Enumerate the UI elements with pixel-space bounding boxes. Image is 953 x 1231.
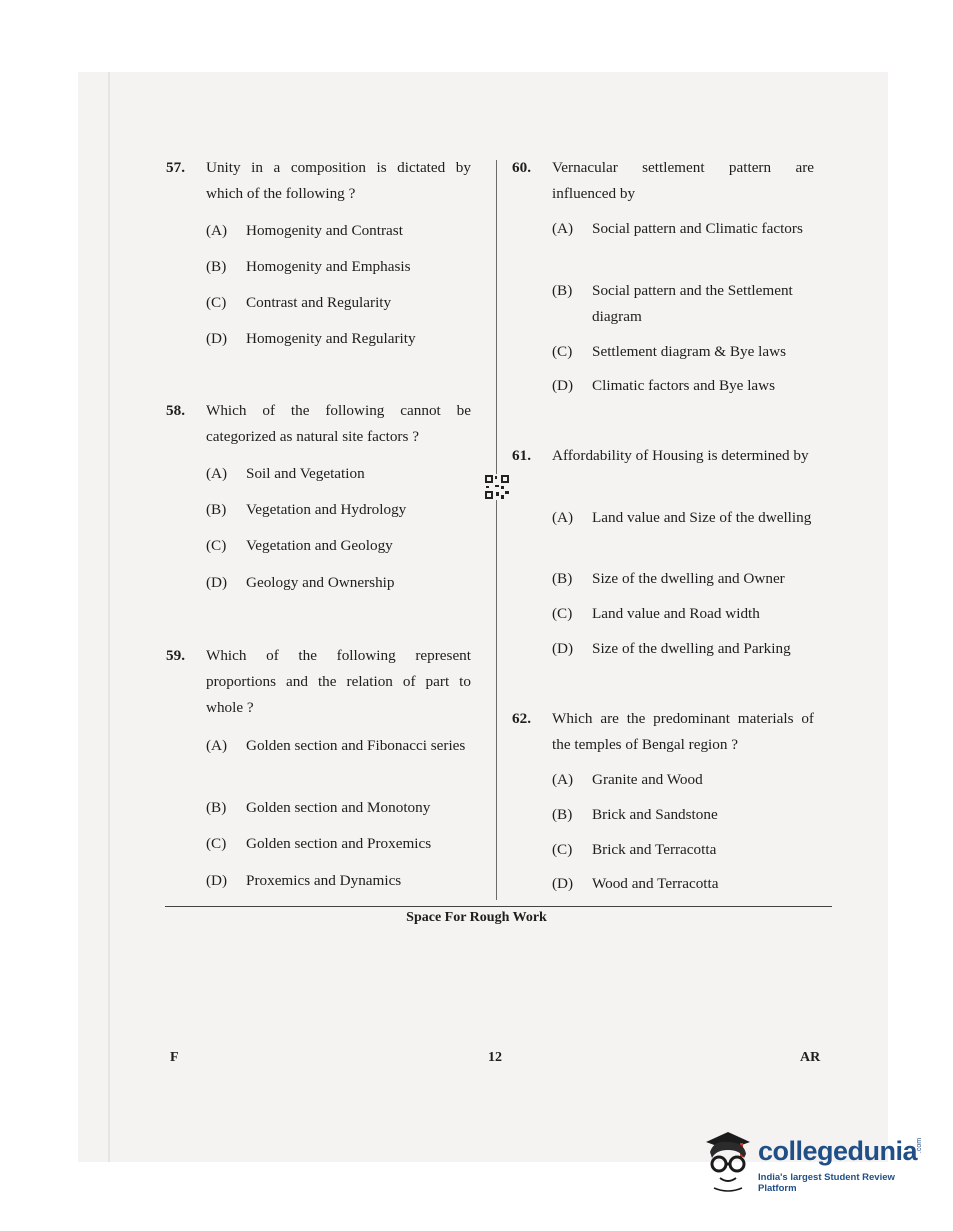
option-label: (B) xyxy=(552,282,573,299)
option-label: (A) xyxy=(206,222,228,239)
question-number: 58. xyxy=(166,402,185,419)
question-number: 62. xyxy=(512,710,531,727)
option-label: (A) xyxy=(206,465,228,482)
option-text: Land value and Road width xyxy=(592,605,760,622)
option-text: Golden section and Monotony xyxy=(246,799,431,816)
option-text: Brick and Sandstone xyxy=(592,806,718,823)
column-divider xyxy=(496,160,497,900)
option-text: Social pattern and Climatic factors xyxy=(592,220,803,237)
logo-wordmark: collegedunia xyxy=(758,1136,918,1166)
option-text: Climatic factors and Bye laws xyxy=(592,377,776,394)
option-label: (B) xyxy=(552,806,573,823)
option-label: (C) xyxy=(552,841,573,858)
question-text: Which of the following cannot be categorized as natural site factors ? xyxy=(206,402,471,445)
question-text: Affordability of Housing is determined by xyxy=(552,447,809,464)
page-number: 12 xyxy=(488,1050,502,1065)
option-label: (D) xyxy=(552,640,574,657)
qr-code-icon xyxy=(484,474,510,500)
footer-right-code: AR xyxy=(800,1050,821,1065)
question-number: 61. xyxy=(512,447,531,464)
option-text: Settlement diagram & Bye laws xyxy=(592,343,787,360)
student-mascot-icon xyxy=(700,1128,756,1194)
option-text: Size of the dwelling and Owner xyxy=(592,570,785,587)
question-number: 59. xyxy=(166,647,185,664)
option-label: (C) xyxy=(552,605,573,622)
option-label: (A) xyxy=(552,771,574,788)
option-label: (D) xyxy=(206,872,228,889)
option-label: (C) xyxy=(206,835,227,852)
option-text: Size of the dwelling and Parking xyxy=(592,640,791,657)
rough-work-label: Space For Rough Work xyxy=(406,910,547,925)
collegedunia-logo xyxy=(700,1128,924,1198)
footer-left-code: F xyxy=(170,1050,179,1065)
option-text: Homogenity and Emphasis xyxy=(246,258,411,275)
option-text: Vegetation and Hydrology xyxy=(246,501,407,518)
question-text: Which are the predominant materials of the temples of Bengal region ? xyxy=(552,710,814,753)
option-text: Contrast and Regularity xyxy=(246,294,392,311)
question-text: Vernacular settlement pattern are influenced by xyxy=(552,159,814,202)
question-text: Which of the following represent proportions and the relation of part to whole ? xyxy=(206,647,471,716)
option-text: Golden section and Proxemics xyxy=(246,835,432,852)
option-label: (C) xyxy=(206,537,227,554)
option-text: Soil and Vegetation xyxy=(246,465,365,482)
option-label: (B) xyxy=(552,570,573,587)
option-label: (D) xyxy=(206,574,228,591)
question-number: 60. xyxy=(512,159,531,176)
question-text: Unity in a composition is dictated by which of the following ? xyxy=(206,159,471,202)
option-text: Vegetation and Geology xyxy=(246,537,393,554)
option-text: Granite and Wood xyxy=(592,771,703,788)
page-edge xyxy=(108,72,110,1162)
option-label: (A) xyxy=(552,509,574,526)
option-label: (A) xyxy=(206,737,228,754)
logo-tagline: India's largest Student Review Platform xyxy=(758,1172,895,1194)
option-label: (A) xyxy=(552,220,574,237)
option-text: Brick and Terracotta xyxy=(592,841,717,858)
option-text: Homogenity and Regularity xyxy=(246,330,416,347)
option-label: (B) xyxy=(206,258,227,275)
option-text: Geology and Ownership xyxy=(246,574,395,591)
option-label: (D) xyxy=(206,330,228,347)
option-text: Social pattern and the Settlement diagram xyxy=(592,282,793,325)
option-label: (D) xyxy=(552,875,574,892)
option-label: (C) xyxy=(206,294,227,311)
option-text: Proxemics and Dynamics xyxy=(246,872,402,889)
question-number: 57. xyxy=(166,159,185,176)
option-label: (C) xyxy=(552,343,573,360)
logo-suffix: .com xyxy=(916,1137,924,1154)
option-text: Land value and Size of the dwelling xyxy=(592,509,812,526)
option-text: Wood and Terracotta xyxy=(592,875,719,892)
option-label: (D) xyxy=(552,377,574,394)
option-text: Homogenity and Contrast xyxy=(246,222,403,239)
option-text: Golden section and Fibonacci series xyxy=(246,737,466,754)
option-label: (B) xyxy=(206,799,227,816)
option-label: (B) xyxy=(206,501,227,518)
rough-work-rule xyxy=(165,906,832,907)
